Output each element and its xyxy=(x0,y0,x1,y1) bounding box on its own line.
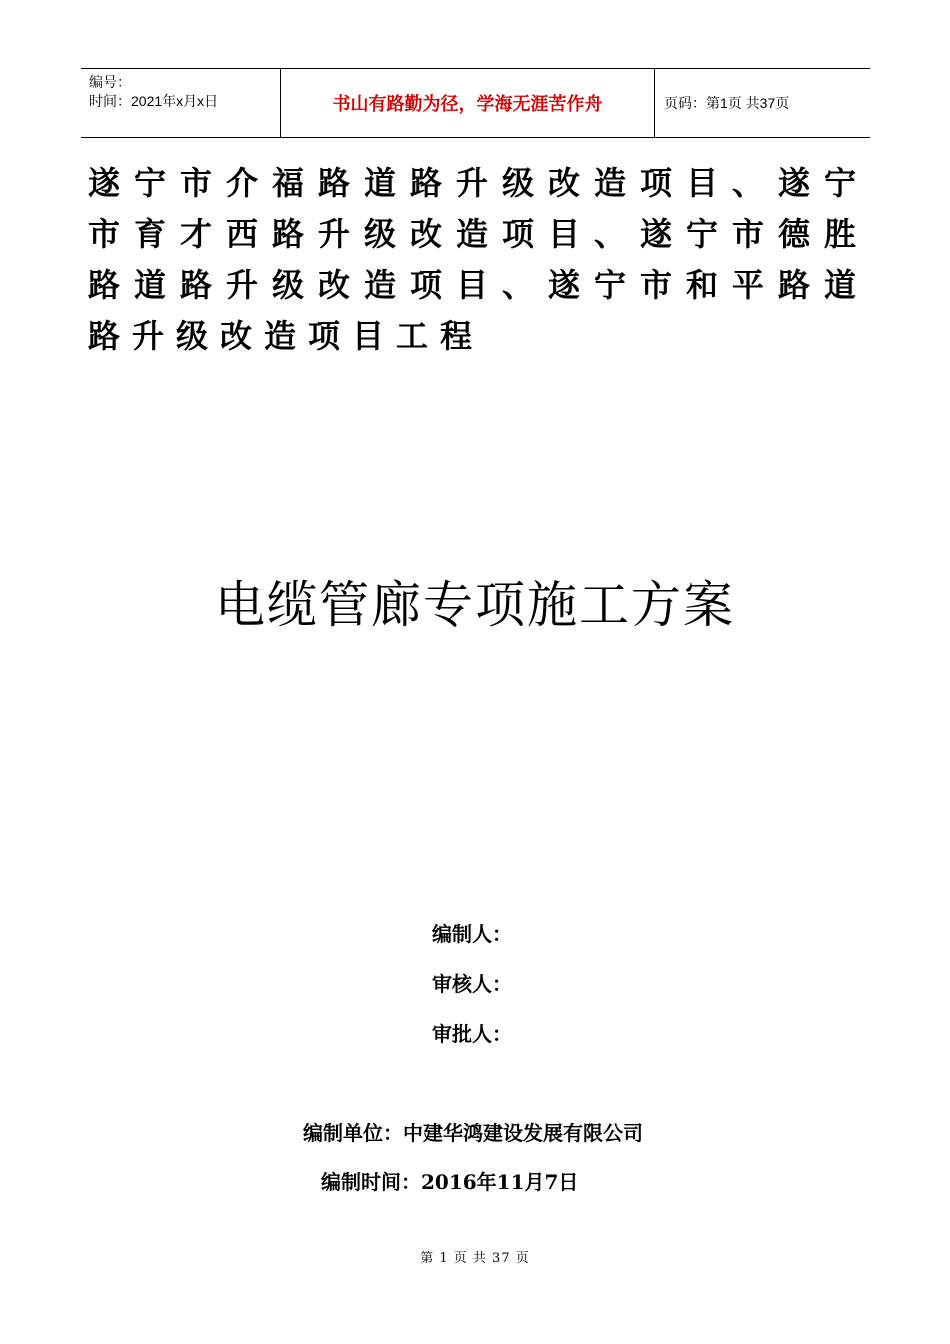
reviewer-label: 审核人： xyxy=(432,972,512,996)
project-name: 遂宁市介福路道路升级改造项目、遂宁市育才西路升级改造项目、遂宁市德胜路道路升级改造项目、遂宁市和平路道路升级改造项目工程 xyxy=(88,164,868,355)
document-number-label: 编号： xyxy=(89,74,131,90)
approver-label: 审批人： xyxy=(432,1022,512,1046)
document-time-label: 时间：2021年x月x日 xyxy=(89,93,219,109)
header-meta-cell xyxy=(81,69,281,137)
header-table xyxy=(81,68,870,138)
header-motto: 书山有路勤为径，学海无涯苦作舟 xyxy=(281,69,655,137)
header-page-info: 页码：第1页 共37页 xyxy=(664,95,790,111)
document-title: 电缆管廊专项施工方案 xyxy=(215,576,735,634)
compiling-date: 编制时间：2016年11月7日 xyxy=(321,1170,579,1194)
page-footer: 第 1 页 共 37 页 xyxy=(420,1251,530,1266)
compiling-organization: 编制单位：中建华鸿建设发展有限公司 xyxy=(303,1121,643,1145)
compiler-label: 编制人： xyxy=(432,922,512,946)
